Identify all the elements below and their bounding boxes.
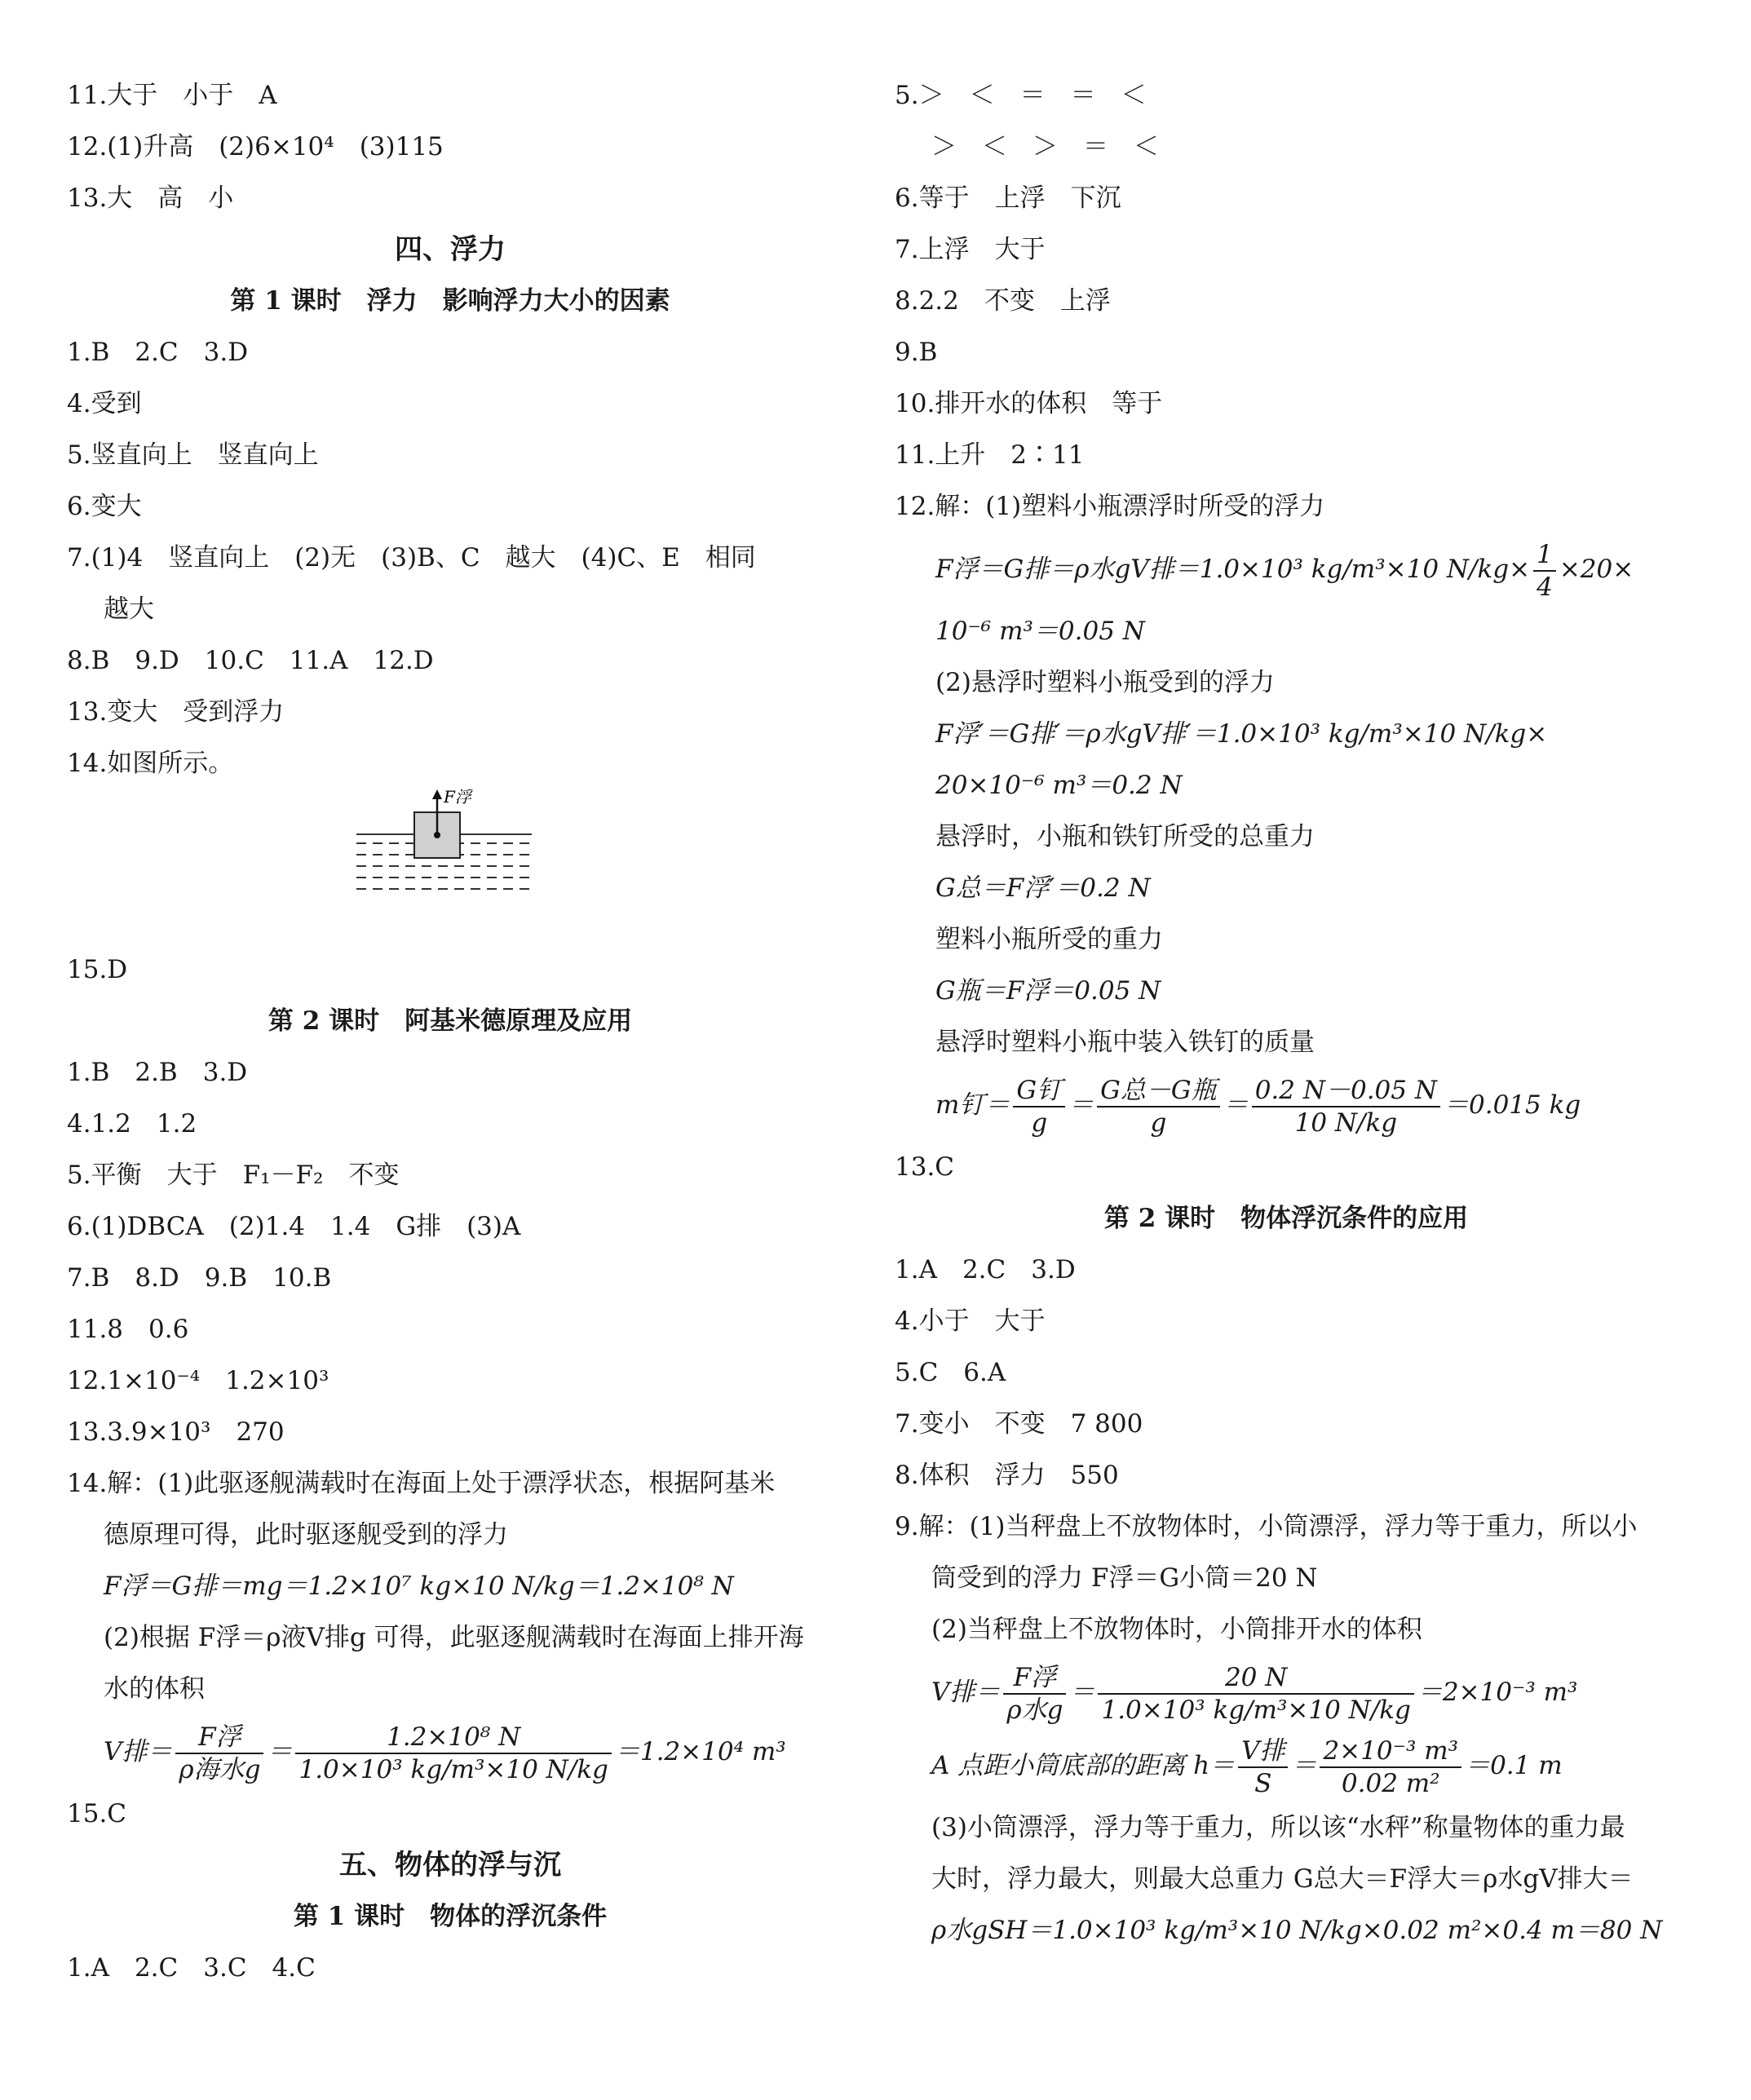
answer-line: 1.B 2.B 3.D: [67, 1058, 248, 1087]
answer-line: 7.变小 不变 7 800: [895, 1409, 1143, 1439]
fraction-equation: m钉＝ $\frac{\text{G钉}}{g}$ ＝ $\frac{\text{G总－G瓶}}{g}$ ＝ $\frac{0.2 N-0.05 N}{10 N/kg}$ ＝0.015 kg: [935, 1075, 1581, 1138]
answer-line: 悬浮时塑料小瓶中装入铁钉的质量: [935, 1028, 1315, 1057]
fraction-denominator: ρ海水g: [179, 1754, 261, 1784]
fraction: [1097, 1075, 1220, 1138]
section-heading: 五、物体的浮与沉: [339, 1849, 561, 1881]
equation-line: 20×10⁻⁶ m³＝0.2 N: [935, 771, 1183, 800]
lesson-heading: 第 1 课时 浮力 影响浮力大小的因素: [230, 286, 670, 316]
equation-result: ＝2×10⁻³ m³: [1417, 1678, 1578, 1707]
answer-line: 6.等于 上浮 下沉: [895, 183, 1121, 213]
fraction-denominator: g: [1031, 1107, 1048, 1138]
answer-line: 7.(1)4 竖直向上 (2)无 (3)B、C 越大 (4)C、E 相同: [67, 543, 756, 573]
fraction-denominator: 1.0×10³ kg/m³×10 N/kg: [1101, 1695, 1411, 1725]
fraction: [1252, 1075, 1440, 1138]
equation-lhs: V排＝: [104, 1737, 173, 1766]
answer-line: 13.C: [895, 1152, 955, 1182]
answer-line: 8.B 9.D 10.C 11.A 12.D: [67, 646, 434, 675]
answer-line: (2)根据 F浮＝ρ液V排g 可得，此驱逐舰满载时在海面上排开海: [104, 1623, 804, 1652]
answer-line: 德原理可得，此时驱逐舰受到的浮力: [104, 1520, 508, 1550]
answer-line: 11.大于 小于 A: [67, 81, 277, 110]
equation-result: ＝0.1 m: [1465, 1751, 1563, 1780]
section-heading: 四、浮力: [395, 233, 506, 266]
fraction: [1238, 1735, 1288, 1799]
answer-line: 水的体积: [104, 1674, 205, 1704]
answer-line: 14.解：(1)此驱逐舰满载时在海面上处于漂浮状态，根据阿基米: [67, 1469, 776, 1498]
left-column: [67, 70, 833, 1994]
equation-lhs: m钉＝: [935, 1090, 1010, 1120]
answer-line: 6.(1)DBCA (2)1.4 1.4 G排 (3)A: [67, 1212, 521, 1241]
fraction: [1003, 1662, 1066, 1726]
fraction: [1533, 539, 1556, 603]
answer-line: 14.如图所示。: [67, 749, 234, 778]
answer-line: 10.排开水的体积 等于: [895, 389, 1163, 418]
equation-result: ＝1.2×10⁴ m³: [614, 1737, 786, 1766]
answer-line: 5.平衡 大于 F₁－F₂ 不变: [67, 1161, 400, 1190]
answer-line: 13.大 高 小: [67, 183, 234, 213]
answer-line: 1.B 2.C 3.D: [67, 338, 249, 367]
equation-line: G瓶＝F浮＝0.05 N: [935, 976, 1161, 1006]
answer-line: 筒受到的浮力 F浮＝G小筒＝20 N: [931, 1563, 1318, 1593]
answer-line: (2)悬浮时塑料小瓶受到的浮力: [935, 668, 1275, 697]
answer-line: 13.变大 受到浮力: [67, 697, 285, 727]
answer-line: 1.A 2.C 3.D: [895, 1255, 1076, 1284]
answer-line: 越大: [104, 595, 154, 624]
equation-result: ×20×: [1559, 555, 1634, 584]
buoyancy-figure: [67, 789, 833, 944]
fraction-denominator: 10 N/kg: [1294, 1107, 1398, 1138]
answer-line: 15.D: [67, 955, 128, 984]
answer-line: ＞ ＜ ＞ ＝ ＜: [931, 132, 1159, 161]
fraction-numerator: 0.2 N－0.05 N: [1252, 1075, 1440, 1107]
force-label: F浮: [444, 789, 471, 807]
fraction-numerator: V排: [1238, 1735, 1288, 1768]
lesson-heading: 第 2 课时 阿基米德原理及应用: [268, 1006, 633, 1036]
fraction: [1098, 1662, 1413, 1726]
fraction-denominator: 4: [1537, 572, 1553, 602]
answer-line: (3)小筒漂浮，浮力等于重力，所以该“水秤”称量物体的重力最: [931, 1813, 1625, 1842]
fraction-numerator: 2×10⁻³ m³: [1320, 1735, 1461, 1768]
fraction: [295, 1722, 611, 1785]
equation-lhs: A 点距小筒底部的距离 h＝: [931, 1751, 1236, 1780]
fraction-denominator: ρ水g: [1006, 1695, 1063, 1725]
fraction-equation: [895, 533, 1678, 606]
answer-line: 大时，浮力最大，则最大总重力 G总大＝F浮大＝ρ水gV排大＝: [931, 1864, 1634, 1894]
answer-line: 4.受到: [67, 389, 142, 418]
answer-line: 塑料小瓶所受的重力: [935, 925, 1163, 954]
fraction-numerator: 1.2×10⁸ N: [295, 1722, 611, 1754]
answer-line: 悬浮时，小瓶和铁钉所受的总重力: [935, 822, 1315, 851]
answer-line: 11.8 0.6: [67, 1315, 189, 1344]
fraction-numerator: G总－G瓶: [1097, 1075, 1220, 1107]
answer-line: 4.1.2 1.2: [67, 1109, 197, 1138]
answer-line: 9.B: [895, 338, 938, 367]
answer-line: 1.A 2.C 3.C 4.C: [67, 1953, 316, 1983]
fraction-equation: V排＝ $\frac{\text{F浮}}{\text{ρ水g}}$ ＝ $\frac{20 N}{\text{1.0×10³ kg/m³×10 N/kg}}$ ＝2×10⁻³ m³: [931, 1662, 1578, 1725]
arrow-up-icon: [432, 789, 442, 799]
answer-line: 11.上升 2∶11: [895, 440, 1085, 470]
answer-line: 12.(1)升高 (2)6×10⁴ (3)115: [67, 132, 444, 161]
fraction: [1013, 1075, 1065, 1138]
answer-line: 8.体积 浮力 550: [895, 1461, 1119, 1490]
floating-block-diagram: [67, 789, 833, 944]
answer-line: 7.B 8.D 9.B 10.B: [67, 1263, 332, 1293]
right-column: [895, 70, 1678, 1956]
fraction-denominator: 1.0×10³ kg/m³×10 N/kg: [298, 1754, 608, 1784]
answer-line: 8.2.2 不变 上浮: [895, 286, 1111, 316]
lesson-heading: 第 2 课时 物体浮沉条件的应用: [1103, 1204, 1469, 1233]
answer-line: 13.3.9×10³ 270: [67, 1417, 285, 1447]
fraction-numerator: F浮: [175, 1722, 263, 1754]
fraction: [1320, 1735, 1461, 1799]
answer-line: 7.上浮 大于: [895, 235, 1046, 264]
equation-result: ＝0.015 kg: [1444, 1090, 1581, 1120]
fraction-denominator: 0.02 m²: [1341, 1768, 1440, 1798]
equation-line: F浮＝G排＝mg＝1.2×10⁷ kg×10 N/kg＝1.2×10⁸ N: [104, 1572, 734, 1601]
equation-line: G总＝F浮′＝0.2 N: [935, 873, 1151, 903]
fraction-equation: A 点距小筒底部的距离 h＝ $\frac{\text{V排}}{S}$ ＝ $\frac{\text{2×10⁻³ m³}}{\text{0.02 m²}}$ ＝0.1 m: [931, 1735, 1563, 1798]
answer-line: 5.C 6.A: [895, 1358, 1006, 1387]
fraction-numerator: 1: [1533, 539, 1556, 572]
answer-line: 5.＞ ＜ ＝ ＝ ＜: [895, 81, 1147, 110]
answer-line: 6.变大: [67, 492, 142, 521]
fraction-numerator: F浮: [1003, 1662, 1066, 1695]
equation-line: 10⁻⁶ m³＝0.05 N: [935, 617, 1145, 646]
fraction: [175, 1722, 263, 1785]
answer-line: 15.C: [67, 1799, 127, 1828]
fraction-denominator: g: [1150, 1107, 1167, 1138]
fraction-numerator: G钉: [1013, 1075, 1065, 1107]
fraction-numerator: 20 N: [1098, 1662, 1413, 1695]
fraction-denominator: S: [1254, 1768, 1272, 1798]
equation-line: ρ水gSH＝1.0×10³ kg/m³×10 N/kg×0.02 m²×0.4 m＝80 N: [931, 1916, 1663, 1945]
equation-lhs: V排＝: [931, 1678, 1001, 1707]
answer-line: 9.解：(1)当秤盘上不放物体时，小筒漂浮，浮力等于重力，所以小: [895, 1512, 1638, 1541]
answer-line: 5.竖直向上 竖直向上: [67, 440, 319, 470]
fraction-equation: V排＝ $\frac{\text{F浮}}{\text{ρ海水g}}$ ＝ $\frac{\text{1.2×10⁸ N}}{\text{1.0×10³ kg/m³×10 N/kg}}$ ＝1.2×10⁴ m³: [104, 1722, 786, 1784]
equation-line: F浮′＝G排′＝ρ水gV排′＝1.0×10³ kg/m³×10 N/kg×: [935, 719, 1548, 749]
equation-lhs: F浮＝G排＝ρ水gV排＝1.0×10³ kg/m³×10 N/kg×: [935, 555, 1531, 584]
lesson-heading: 第 1 课时 物体的浮沉条件: [293, 1902, 608, 1931]
answer-line: 12.解：(1)塑料小瓶漂浮时所受的浮力: [895, 492, 1325, 521]
answer-line: 12.1×10⁻⁴ 1.2×10³: [67, 1366, 329, 1395]
answer-line: (2)当秤盘上不放物体时，小筒排开水的体积: [931, 1615, 1422, 1644]
answer-line: 4.小于 大于: [895, 1306, 1046, 1336]
